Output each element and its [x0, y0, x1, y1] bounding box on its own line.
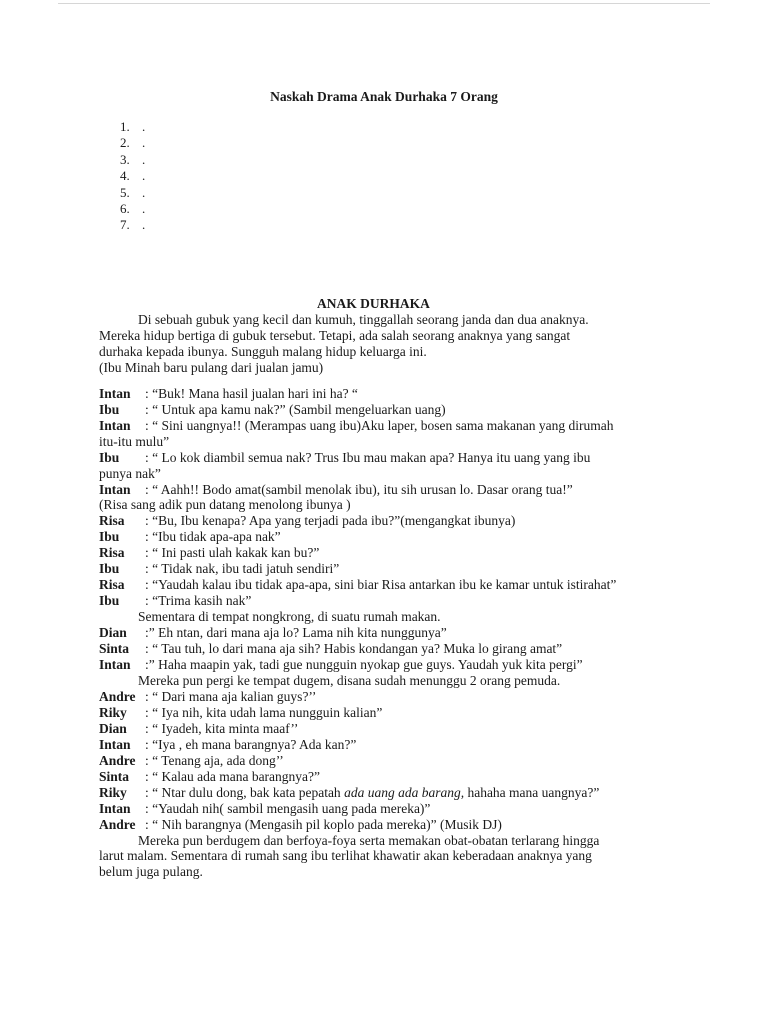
dialogue-text: : “ Tidak nak, ibu tadi jatuh sendiri”: [145, 561, 340, 577]
speaker-name: Ibu: [99, 593, 120, 609]
dialogue-block: [99, 801, 659, 833]
speaker-name: Sinta: [99, 768, 130, 784]
list-item: 7. .: [120, 217, 146, 233]
dialogue-text: : “Trima kasih nak”: [145, 593, 252, 609]
dialogue-line: [99, 657, 659, 673]
speaker-name: Ibu: [99, 561, 120, 577]
dialogue-block: [99, 386, 659, 609]
dialogue-line: [99, 386, 659, 402]
dialogue-line: [99, 689, 659, 705]
dialogue-text: : “Buk! Mana hasil jualan hari ini ha? “: [145, 385, 358, 401]
dialogue-line: [99, 753, 659, 769]
dialogue-line: Riky : “ Ntar dulu dong, bak kata pepatah ada uang ada barang, hahaha mana uangnya?”: [99, 784, 600, 800]
dialogue-line: [99, 402, 659, 418]
dialogue-text: : “Yaudah kalau ibu tidak apa-apa, sini biar Risa antarkan ibu ke kamar untuk istirahat”: [145, 577, 617, 593]
dialogue-line: [99, 466, 659, 482]
dialogue-line: [99, 545, 659, 561]
dialogue-block: [99, 625, 659, 673]
speaker-name: Sinta: [99, 641, 130, 657]
intro-line: Mereka hidup bertiga di gubuk tersebut. Tetapi, ada salah seorang anaknya yang sangat: [99, 327, 571, 343]
dialogue-text: : “ Tau tuh, lo dari mana aja sih? Habis kondangan ya? Muka lo girang amat”: [145, 641, 563, 657]
dialogue-text: : “Ibu tidak apa-apa nak”: [145, 529, 281, 545]
dialogue-text: : “ Iya nih, kita udah lama nungguin kalian”: [145, 704, 383, 720]
dialogue-text: : “ Kalau ada mana barangnya?”: [145, 768, 321, 784]
dialogue-text: : “ Nih barangnya (Mengasih pil koplo pada mereka)” (Musik DJ): [145, 816, 502, 832]
dialogue-text: :” Haha maapin yak, tadi gue nungguin nyokap gue guys. Yaudah yuk kita pergi”: [145, 657, 583, 673]
dialogue-text: : “ Iyadeh, kita minta maaf’’: [145, 720, 299, 736]
speaker-name: Intan: [99, 800, 131, 816]
dialogue-line: [99, 769, 659, 785]
dialogue-line: [99, 721, 659, 737]
dialogue-text: : “Bu, Ibu kenapa? Apa yang terjadi pada ibu?”(mengangkat ibunya): [145, 513, 516, 529]
closing-line: larut malam. Sementara di rumah sang ibu terlihat khawatir akan keberadaan anaknya yang: [99, 848, 592, 864]
stage-direction: (Ibu Minah baru pulang dari jualan jamu): [99, 359, 324, 375]
document-title: Naskah Drama Anak Durhaka 7 Orang: [270, 89, 498, 104]
dialogue-line: [99, 418, 659, 434]
speaker-name: Dian: [99, 720, 127, 736]
dialogue-line: [99, 577, 659, 593]
proverb: ada uang ada barang,: [344, 784, 465, 800]
speaker-name: Risa: [99, 577, 125, 593]
dialogue-line: [99, 593, 659, 609]
intro-line: durhaka kepada ibunya. Sungguh malang hidup keluarga ini.: [99, 343, 427, 359]
speaker-name: Andre: [99, 688, 136, 704]
top-divider: [58, 3, 710, 4]
dialogue-text: : “ Lo kok diambil semua nak? Trus Ibu mau makan apa? Hanya itu uang yang ibu: [145, 449, 591, 465]
list-item: 6. .: [120, 200, 146, 216]
dialogue-text: : “ Dari mana aja kalian guys?’’: [145, 688, 317, 704]
speaker-name: Riky: [99, 704, 127, 720]
narration: Sementara di tempat nongkrong, di suatu rumah makan.: [138, 609, 441, 625]
list-item: 2. .: [120, 135, 146, 151]
dialogue-line: [99, 817, 659, 833]
speaker-name: Intan: [99, 481, 131, 497]
dialogue-line: [99, 705, 659, 721]
speaker-name: Intan: [99, 417, 131, 433]
speaker-name: Intan: [99, 736, 131, 752]
speaker-name: Intan: [99, 657, 131, 673]
dialogue-text: : “ Sini uangnya!! (Merampas uang ibu)Aku laper, bosen sama makanan yang dirumah: [145, 417, 614, 433]
dialogue-text: : “Iya , eh mana barangnya? Ada kan?”: [145, 736, 357, 752]
dialogue-text: : “ Aahh!! Bodo amat(sambil menolak ibu), itu sih urusan lo. Dasar orang tua!”: [145, 481, 573, 497]
dialogue-line: [99, 561, 659, 577]
list-item: 3. .: [120, 151, 146, 167]
dialogue-text: itu-itu mulu”: [99, 433, 170, 449]
closing-line: belum juga pulang.: [99, 864, 203, 880]
speaker-name: Risa: [99, 545, 125, 561]
dialogue-line: [99, 450, 659, 466]
list-item: 5. .: [120, 184, 146, 200]
dialogue-text: : “Yaudah nih( sambil mengasih uang pada mereka)”: [145, 800, 431, 816]
dialogue-line: [99, 434, 659, 450]
speaker-name: Andre: [99, 816, 136, 832]
dialogue-text: : “ Tenang aja, ada dong’’: [145, 752, 284, 768]
speaker-name: Dian: [99, 625, 127, 641]
dialogue-line: [99, 482, 659, 498]
speaker-name: Ibu: [99, 449, 120, 465]
intro-line: Di sebuah gubuk yang kecil dan kumuh, tinggallah seorang janda dan dua anaknya.: [138, 312, 589, 327]
speaker-name: Ibu: [99, 529, 120, 545]
dialogue-text: : “ Ini pasti ulah kakak kan bu?”: [145, 545, 320, 561]
list-item: 4. .: [120, 168, 146, 184]
numbered-list: [120, 119, 145, 234]
dialogue-line: [99, 497, 659, 513]
dialogue-text: :” Eh ntan, dari mana aja lo? Lama nih kita nunggunya”: [145, 625, 447, 641]
speaker-name: Intan: [99, 385, 131, 401]
dialogue-text: (Risa sang adik pun datang menolong ibunya ): [99, 497, 351, 513]
dialogue-text: : “ Untuk apa kamu nak?” (Sambil mengeluarkan uang): [145, 401, 446, 417]
list-item: 1. .: [120, 119, 146, 134]
script-body: [99, 312, 659, 880]
speaker-name: Risa: [99, 513, 125, 529]
dialogue-line: [99, 737, 659, 753]
dialogue-line: [99, 529, 659, 545]
dialogue-block: [99, 689, 659, 785]
speaker-name: Andre: [99, 752, 136, 768]
dialogue-line: [99, 513, 659, 529]
narration: Mereka pun pergi ke tempat dugem, disana sudah menunggu 2 orang pemuda.: [138, 672, 561, 688]
speaker-name: Riky: [99, 784, 127, 800]
dialogue-line: [99, 641, 659, 657]
dialogue-text: punya nak”: [99, 465, 161, 481]
dialogue-line: [99, 801, 659, 817]
speaker-name: Ibu: [99, 401, 120, 417]
closing-line: Mereka pun berdugem dan berfoya-foya serta memakan obat-obatan terlarang hingga: [138, 832, 600, 848]
dialogue-line: [99, 625, 659, 641]
